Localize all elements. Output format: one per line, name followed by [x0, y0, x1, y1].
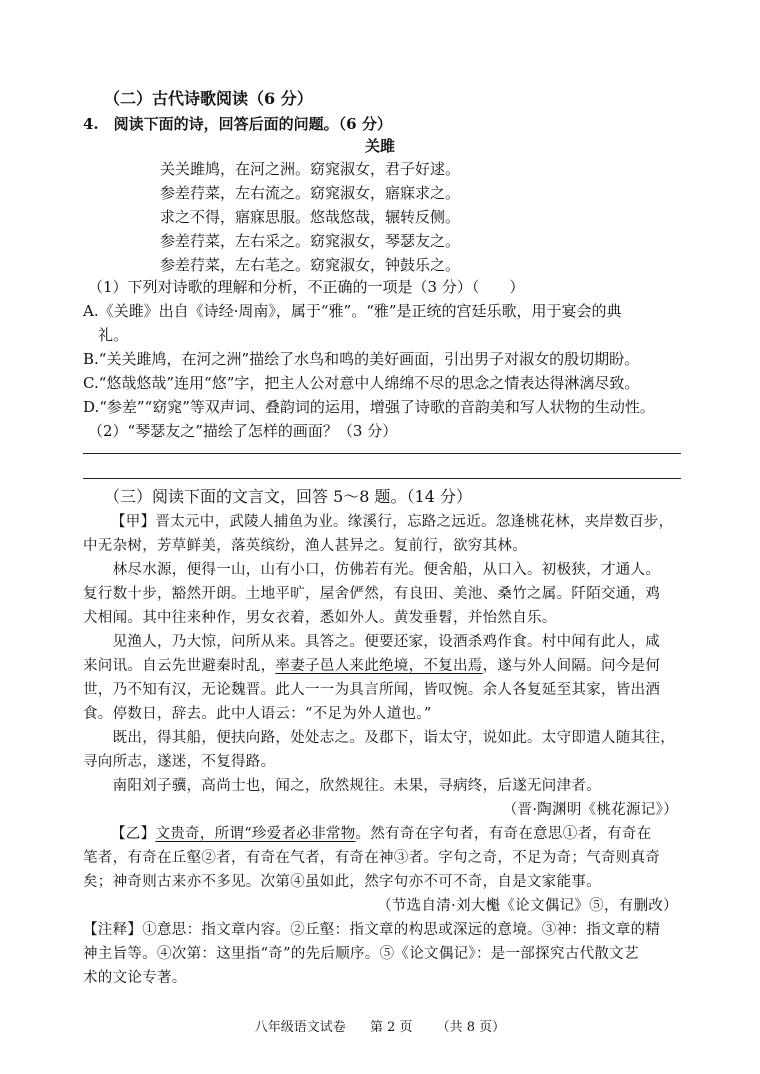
poem-line: 求之不得，寤寐思服。悠哉悠哉，辗转反侧。: [160, 208, 461, 226]
footer-total-pages: （共 8 页）: [436, 1020, 506, 1035]
jia-line: 犬相闻。其中往来种作，男女衣着，悉如外人。黄发垂髫，并怡然自乐。: [83, 610, 557, 626]
answer-line[interactable]: [83, 453, 681, 454]
jia-line: 南阳刘子骥，高尚士也，闻之，欣然规往。未果，寻病终，后遂无问津者。: [83, 778, 601, 794]
option-b: B.“关关雎鸠，在河之洲”描绘了水鸟和鸣的美好画面，引出男子对淑女的殷切期盼。: [83, 350, 640, 368]
poem-line: 参差荇菜，左右流之。窈窕淑女，寤寐求之。: [160, 184, 461, 202]
jia-line: 中无杂树，芳草鲜美，落英缤纷，渔人甚异之。复前行，欲穷其林。: [83, 538, 527, 554]
jia-line: 【甲】晋太元中，武陵人捕鱼为业。缘溪行，忘路之远近。忽逢桃花林，夹岸数百步，: [111, 514, 674, 530]
option-a-cont: 礼。: [98, 326, 129, 344]
question-4: 4. 阅读下面的诗，回答后面的问题。（6 分）: [83, 115, 392, 133]
footer-page-number: 第 2 页: [369, 1020, 413, 1035]
jia-line: 见渔人，乃大惊，问所从来。具答之。便要还家，设酒杀鸡作食。村中闻有此人，咸: [83, 634, 661, 650]
option-a: A.《关雎》出自《诗经·周南》，属于“雅”。“雅”是正统的宫廷乐歌，用于宴会的典: [83, 302, 622, 320]
jia-line: 世，乃不知有汉，无论魏晋。此人一一为具言所闻，皆叹惋。余人各复延至其家，皆出酒: [83, 682, 661, 698]
poem-line: 参差荇菜，左右芼之。窈窕淑女，钟鼓乐之。: [160, 256, 461, 274]
sub-question-2: （2）“琴瑟友之”描绘了怎样的画面？（3 分）: [88, 422, 398, 440]
poem-line: 参差荇菜，左右采之。窈窕淑女，琴瑟友之。: [160, 232, 461, 250]
jia-text: 来问讯。自云先世避秦时乱，: [83, 658, 276, 674]
poem-title: 关雎: [364, 137, 395, 155]
jia-line: 复行数十步，豁然开朗。土地平旷，屋舍俨然，有良田、美池、桑竹之属。阡陌交通，鸡: [83, 586, 661, 602]
page-footer: [0, 1016, 760, 1035]
notes-line: 术的文论专著。: [83, 970, 187, 986]
notes-line: 神主旨等。④次第：这里指“奇”的先后顺序。⑤《论文偶记》：是一部探究古代散文艺: [83, 946, 639, 962]
option-d: D.“参差”“窈窕”等双声词、叠韵词的运用，增强了诗歌的音韵美和写人状物的生动性。: [83, 398, 655, 416]
yi-line-with-underline: [111, 823, 652, 845]
jia-source: （晋·陶渊明《桃花源记》）: [502, 802, 678, 818]
yi-line: 矣；神奇则古来亦不多见。次第④虽如此，然字句亦不可不奇，自是文家能事。: [83, 874, 601, 890]
jia-line: 食。停数日，辞去。此中人语云：“不足为外人道也。”: [83, 706, 432, 722]
jia-line: 寻向所志，遂迷，不复得路。: [83, 754, 276, 770]
underlined-sentence: 率妻子邑人来此绝境，不复出焉: [275, 658, 483, 674]
yi-line: 笔者，有奇在丘壑②者，有奇在气者，有奇在神③者。字句之奇，不足为奇；气奇则真奇: [83, 850, 661, 866]
notes-line: 【注释】①意思：指文章内容。②丘壑：指文章的构思或深远的意境。③神：指文章的精: [83, 922, 661, 938]
option-c: C.“悠哉悠哉”连用“悠”字，把主人公对意中人绵绵不尽的思念之情表达得淋漓尽致。: [83, 374, 640, 392]
footer-exam-name: 八年级语文试卷: [254, 1020, 346, 1035]
section2-heading: （二）古代诗歌阅读（6 分）: [104, 89, 313, 108]
underlined-sentence: 文贵奇，所谓“珍爱者必非常物: [155, 826, 356, 842]
yi-text: 。然有奇在字句者，有奇在意思①者，有奇在: [355, 826, 652, 842]
jia-text: ，遂与外人间隔。问今是何: [482, 658, 661, 674]
answer-line[interactable]: [83, 478, 681, 479]
sub-question-1: （1）下列对诗歌的理解和分析，不正确的一项是（3 分）（ ）: [88, 278, 525, 296]
yi-prefix: 【乙】: [111, 826, 156, 842]
section3-heading: （三）阅读下面的文言文，回答 5～8 题。（14 分）: [104, 487, 472, 506]
poem-line: 关关雎鸠，在河之洲。窈窕淑女，君子好逑。: [160, 160, 461, 178]
jia-line: 既出，得其船，便扶向路，处处志之。及郡下，诣太守，说如此。太守即遣人随其往，: [83, 730, 675, 746]
jia-line-with-underline: [83, 655, 660, 677]
jia-line: 林尽水源，便得一山，山有小口，仿佛若有光。便舍船，从口入。初极狭，才通人。: [83, 562, 661, 578]
yi-source: （节选自清·刘大櫆《论文偶记》⑤，有删改）: [377, 898, 678, 914]
